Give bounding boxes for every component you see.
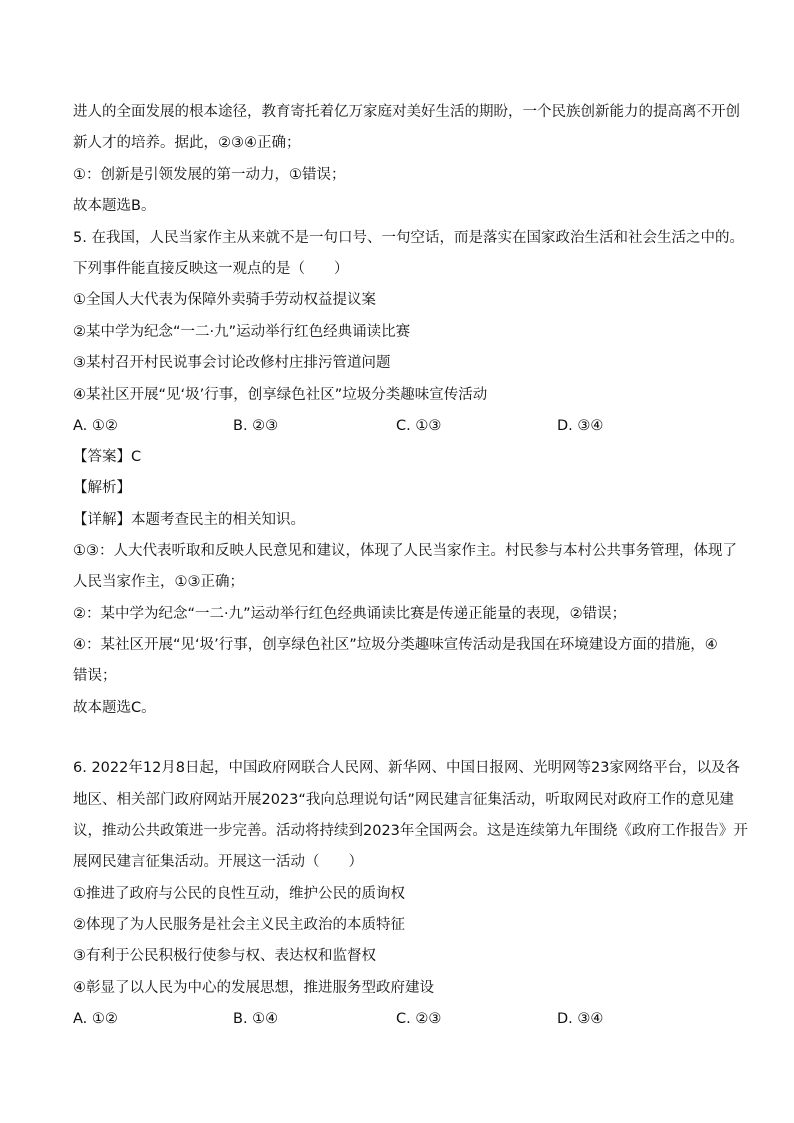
q5-conclusion: 故本题选C。 <box>73 700 156 716</box>
q5-item-2: ②某中学为纪念“一二·九”运动举行红色经典诵读比赛 <box>73 324 411 340</box>
q4-explanation-line-2: 新人才的培养。据此，②③④正确； <box>73 135 301 151</box>
q5-option-c: C. ①③ <box>396 418 442 434</box>
q5-item-4: ④某社区开展“见‘圾’行事，创享绿色社区”垃圾分类趣味宣传活动 <box>73 387 488 403</box>
q5-item-3: ③某村召开村民说事会讨论改修村庄排污管道问题 <box>73 355 391 371</box>
q5-explanation-3b: 错误； <box>73 668 117 684</box>
q6-item-3: ③有利于公民积极行使参与权、表达权和监督权 <box>73 948 376 964</box>
q5-stem-line-2: 下列事件能直接反映这一观点的是（ ） <box>73 261 349 277</box>
q6-item-1: ①推进了政府与公民的良性互动，维护公民的质询权 <box>73 886 405 902</box>
q6-stem-line-1: 6. 2022年12月8日起，中国政府网联合人民网、新华网、中国日报网、光明网等23家网络平台，以及各 <box>73 760 740 776</box>
q5-explanation-2: ②：某中学为纪念“一二·九”运动举行红色经典诵读比赛是传递正能量的表现，②错误； <box>73 606 627 622</box>
q4-explanation-line-1: 进人的全面发展的根本途径，教育寄托着亿万家庭对美好生活的期盼，一个民族创新能力的提高离不开创 <box>73 104 740 120</box>
q5-analysis-label: 【解析】 <box>73 480 131 496</box>
q5-item-1: ①全国人大代表为保障外卖骑手劳动权益提议案 <box>73 292 376 308</box>
q5-option-a: A. ①② <box>73 418 118 434</box>
q6-stem-line-4: 展网民建言征集活动。开展这一活动（ ） <box>73 854 363 870</box>
q6-option-a: A. ①② <box>73 1011 118 1027</box>
q6-item-2: ②体现了为人民服务是社会主义民主政治的本质特征 <box>73 917 405 933</box>
q6-item-4: ④彰显了以人民为中心的发展思想，推进服务型政府建设 <box>73 980 434 996</box>
q6-option-b: B. ①④ <box>233 1011 279 1027</box>
q5-answer: 【答案】C <box>73 449 142 465</box>
q6-stem-line-2: 地区、相关部门政府网站开展2023“我向总理说句话”网民建言征集活动，听取网民对政府工作的意见建 <box>73 792 734 808</box>
q4-explanation-line-3: ①：创新是引领发展的第一动力，①错误； <box>73 167 346 183</box>
q5-explanation-3a: ④：某社区开展“见‘圾’行事，创享绿色社区”垃圾分类趣味宣传活动是我国在环境建设方面的措施，④ <box>73 637 718 653</box>
q4-conclusion: 故本题选B。 <box>73 198 156 214</box>
q5-detail-heading: 【详解】本题考查民主的相关知识。 <box>73 512 305 528</box>
q5-explanation-1b: 人民当家作主，①③正确； <box>73 574 244 590</box>
q5-explanation-1a: ①③：人大代表听取和反映人民意见和建议，体现了人民当家作主。村民参与本村公共事务管理，体现了 <box>73 543 737 559</box>
q5-option-b: B. ②③ <box>233 418 279 434</box>
q5-option-d: D. ③④ <box>557 418 604 434</box>
q6-option-d: D. ③④ <box>557 1011 604 1027</box>
q6-stem-line-3: 议，推动公共政策进一步完善。活动将持续到2023年全国两会。这是连续第九年围绕《政府工作报告》开 <box>73 823 748 839</box>
q5-stem-line-1: 5. 在我国，人民当家作主从来就不是一句口号、一句空话，而是落实在国家政治生活和社会生活之中的。 <box>73 230 744 246</box>
q6-option-c: C. ②③ <box>396 1011 442 1027</box>
